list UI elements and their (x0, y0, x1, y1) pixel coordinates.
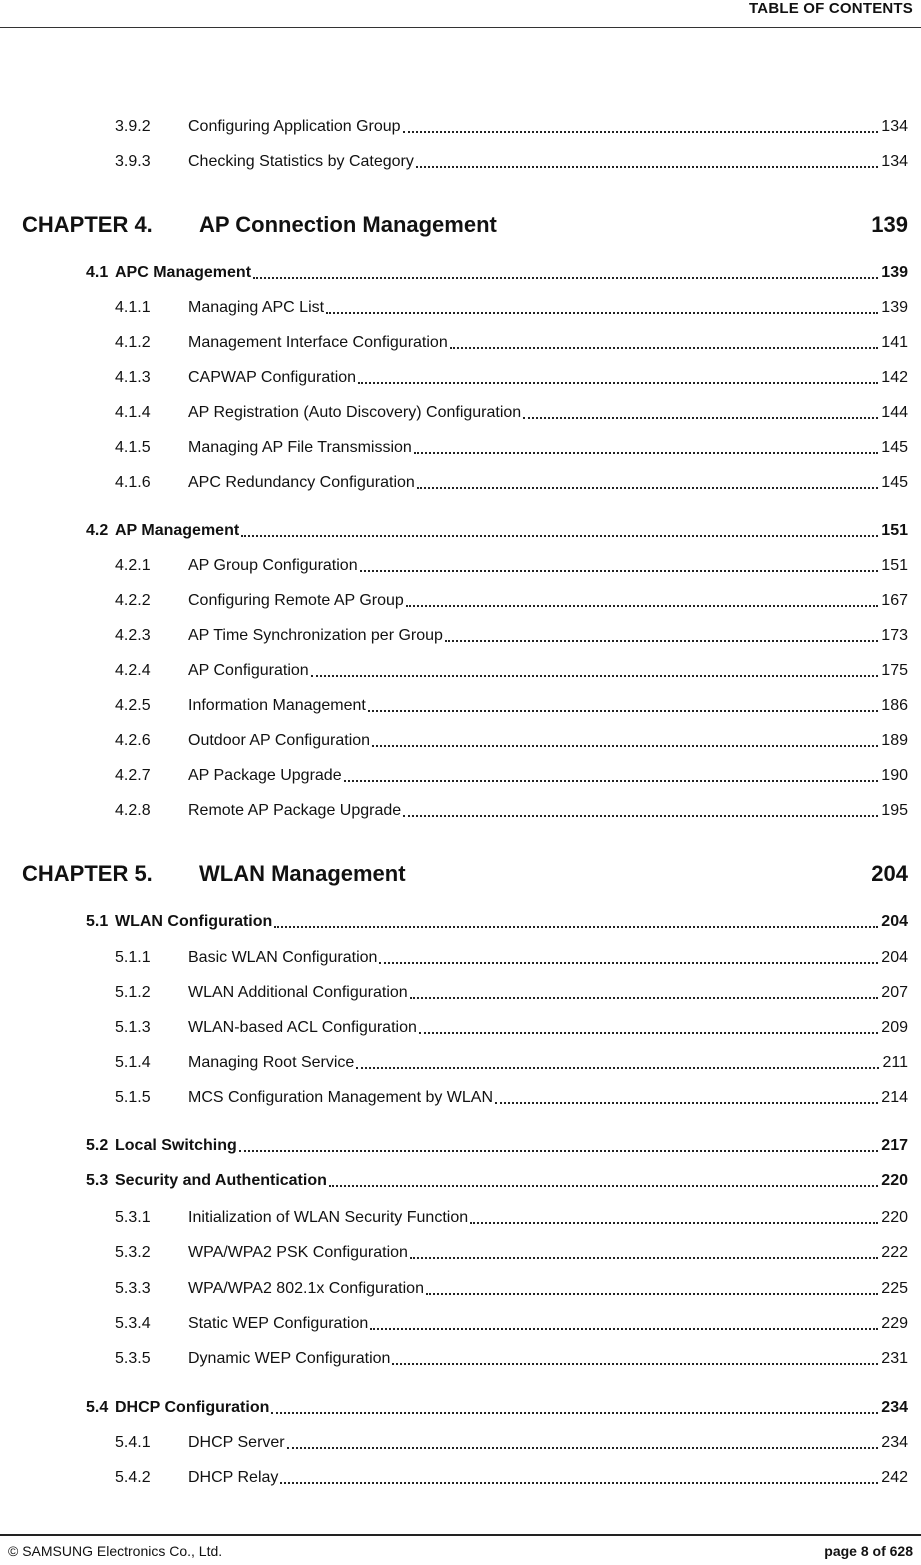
toc-subsection-entry[interactable] (0, 400, 921, 424)
toc-entry-title: Managing APC List (188, 299, 325, 316)
toc-entry-page: 242 (881, 1469, 908, 1486)
toc-dot-leader (370, 1328, 878, 1330)
toc-subsection-entry[interactable] (0, 295, 921, 319)
toc-entry-title: WLAN Management (199, 861, 406, 886)
toc-entry-page: 134 (881, 153, 908, 170)
toc-entry-page: 207 (881, 984, 908, 1001)
toc-entry-page: 142 (881, 369, 908, 386)
toc-entry-title: APC Management (115, 264, 252, 281)
toc-entry-number: 4.1.1 (115, 299, 151, 316)
toc-subsection-entry[interactable] (0, 588, 921, 612)
toc-entry-number: 5.3.2 (115, 1244, 151, 1261)
toc-entry-title: Outdoor AP Configuration (188, 732, 371, 749)
toc-entry-title: Local Switching (115, 1137, 237, 1154)
toc-entry-page: 214 (881, 1089, 908, 1106)
toc-entry-number: 3.9.2 (115, 118, 151, 135)
toc-entry-title: Managing Root Service (188, 1054, 355, 1071)
toc-subsection-entry[interactable] (0, 149, 921, 173)
toc-entry-page: 204 (871, 861, 908, 886)
toc-subsection-entry[interactable] (0, 798, 921, 822)
toc-entry-page: 151 (881, 522, 908, 539)
toc-dot-leader (311, 675, 878, 677)
toc-dot-leader (274, 926, 878, 928)
toc-entry-number: CHAPTER 5. (22, 861, 153, 886)
toc-dot-leader (358, 382, 878, 384)
toc-entry-page: 209 (881, 1019, 908, 1036)
toc-subsection-entry[interactable] (0, 623, 921, 647)
toc-entry-number: 4.2.5 (115, 697, 151, 714)
toc-section-entry[interactable] (0, 1395, 921, 1419)
toc-subsection-entry[interactable] (0, 693, 921, 717)
toc-entry-title: AP Time Synchronization per Group (188, 627, 443, 644)
toc-entry-title: AP Registration (Auto Discovery) Configuration (188, 404, 522, 421)
toc-entry-number: 4.2.8 (115, 802, 151, 819)
toc-subsection-entry[interactable] (0, 365, 921, 389)
toc-entry-number: 5.1.2 (115, 984, 151, 1001)
toc-entry-page: 225 (881, 1280, 908, 1297)
toc-dot-leader (419, 1032, 878, 1034)
toc-subsection-entry[interactable] (0, 435, 921, 459)
toc-dot-leader (410, 997, 878, 999)
toc-entry-title: Checking Statistics by Category (188, 153, 414, 170)
toc-entry-number: 4.2.1 (115, 557, 151, 574)
toc-entry-title: AP Package Upgrade (188, 767, 342, 784)
toc-entry-title: Remote AP Package Upgrade (188, 802, 402, 819)
toc-subsection-entry[interactable] (0, 1240, 921, 1264)
toc-dot-leader (426, 1293, 878, 1295)
toc-entry-title: Security and Authentication (115, 1172, 327, 1189)
toc-entry-title: Information Management (188, 697, 366, 714)
toc-entry-page: 234 (881, 1434, 908, 1451)
toc-entry-title: Static WEP Configuration (188, 1315, 369, 1332)
toc-entry-page: 144 (881, 404, 908, 421)
toc-entry-title: Dynamic WEP Configuration (188, 1350, 391, 1367)
toc-entry-number: 4.1.6 (115, 474, 151, 491)
toc-entry-number: 5.3.4 (115, 1315, 151, 1332)
toc-entry-number: 4.1.4 (115, 404, 151, 421)
toc-entry-page: 229 (881, 1315, 908, 1332)
toc-dot-leader (417, 487, 878, 489)
toc-entry-page: 175 (881, 662, 908, 679)
toc-entry-page: 234 (881, 1399, 908, 1416)
toc-entry-page: 151 (881, 557, 908, 574)
toc-dot-leader (392, 1363, 878, 1365)
toc-entry-number: 5.1.5 (115, 1089, 151, 1106)
toc-subsection-entry[interactable] (0, 980, 921, 1004)
toc-subsection-entry[interactable] (0, 1205, 921, 1229)
toc-entry-page: 167 (881, 592, 908, 609)
toc-entry-title: Configuring Application Group (188, 118, 401, 135)
toc-subsection-entry[interactable] (0, 1346, 921, 1370)
toc-entry-page: 134 (881, 118, 908, 135)
toc-dot-leader (450, 347, 878, 349)
toc-subsection-entry[interactable] (0, 658, 921, 682)
toc-dot-leader (470, 1222, 878, 1224)
toc-dot-leader (360, 570, 878, 572)
toc-dot-leader (414, 452, 878, 454)
toc-entry-title: MCS Configuration Management by WLAN (188, 1089, 494, 1106)
toc-entry-number: 4.2.2 (115, 592, 151, 609)
toc-entry-title: DHCP Configuration (115, 1399, 270, 1416)
toc-entry-number: 5.4.1 (115, 1434, 151, 1451)
toc-dot-leader (379, 962, 878, 964)
toc-entry-number: 5.1 (86, 913, 109, 930)
toc-dot-leader (445, 640, 878, 642)
toc-entry-number: 4.2.4 (115, 662, 151, 679)
toc-entry-number: 5.2 (86, 1137, 109, 1154)
toc-entry-number: 5.4 (86, 1399, 109, 1416)
toc-entry-number: 4.2 (86, 522, 109, 539)
toc-entry-number: 5.1.4 (115, 1054, 151, 1071)
toc-entry-title: Configuring Remote AP Group (188, 592, 404, 609)
toc-dot-leader (271, 1412, 878, 1414)
toc-entry-number: 3.9.3 (115, 153, 151, 170)
toc-chapter-entry[interactable] (0, 857, 921, 891)
toc-subsection-entry[interactable] (0, 1085, 921, 1109)
toc-entry-number: 5.3.5 (115, 1350, 151, 1367)
toc-dot-leader (326, 312, 878, 314)
toc-chapter-entry[interactable] (0, 208, 921, 242)
toc-section-entry[interactable] (0, 260, 921, 284)
toc-subsection-entry[interactable] (0, 470, 921, 494)
toc-entry-title: AP Management (115, 522, 240, 539)
toc-section-entry[interactable] (0, 909, 921, 933)
toc-entry-page: 173 (881, 627, 908, 644)
toc-entry-title: AP Configuration (188, 662, 309, 679)
footer-page-number: page 8 of 628 (824, 1543, 913, 1559)
toc-dot-leader (241, 535, 878, 537)
toc-entry-page: 139 (881, 264, 908, 281)
toc-entry-page: 145 (881, 474, 908, 491)
toc-entry-title: WPA/WPA2 802.1x Configuration (188, 1280, 424, 1297)
toc-entry-title: Managing AP File Transmission (188, 439, 412, 456)
toc-dot-leader (372, 745, 878, 747)
toc-section-entry[interactable] (0, 518, 921, 542)
toc-entry-title: Basic WLAN Configuration (188, 949, 378, 966)
toc-dot-leader (344, 780, 878, 782)
toc-entry-title: AP Group Configuration (188, 557, 358, 574)
toc-entry-page: 220 (881, 1172, 908, 1189)
toc-entry-page: 222 (881, 1244, 908, 1261)
page-header-title: TABLE OF CONTENTS (749, 0, 913, 17)
toc-entry-page: 231 (881, 1350, 908, 1367)
toc-entry-title: AP Connection Management (199, 212, 497, 237)
toc-subsection-entry[interactable] (0, 763, 921, 787)
toc-subsection-entry[interactable] (0, 1015, 921, 1039)
toc-entry-page: 186 (881, 697, 908, 714)
toc-entry-title: Management Interface Configuration (188, 334, 448, 351)
toc-dot-leader (495, 1102, 878, 1104)
toc-entry-number: 5.1.1 (115, 949, 151, 966)
toc-entry-title: APC Redundancy Configuration (188, 474, 415, 491)
toc-subsection-entry[interactable] (0, 1276, 921, 1300)
toc-dot-leader (523, 417, 878, 419)
toc-entry-title: DHCP Relay (188, 1469, 279, 1486)
header-divider (0, 27, 921, 28)
toc-subsection-entry[interactable] (0, 1465, 921, 1489)
toc-entry-number: 5.1.3 (115, 1019, 151, 1036)
toc-entry-title: CAPWAP Configuration (188, 369, 357, 386)
toc-dot-leader (403, 131, 878, 133)
toc-dot-leader (239, 1150, 878, 1152)
toc-entry-number: 4.2.6 (115, 732, 151, 749)
toc-dot-leader (280, 1482, 878, 1484)
toc-entry-number: 4.1 (86, 264, 109, 281)
toc-entry-page: 204 (881, 913, 908, 930)
footer-copyright: © SAMSUNG Electronics Co., Ltd. (8, 1543, 223, 1559)
toc-entry-number: 4.1.3 (115, 369, 151, 386)
toc-entry-number: 5.3 (86, 1172, 109, 1189)
toc-entry-title: DHCP Server (188, 1434, 285, 1451)
toc-dot-leader (368, 710, 878, 712)
toc-entry-page: 139 (871, 212, 908, 237)
toc-entry-title: WLAN-based ACL Configuration (188, 1019, 417, 1036)
toc-dot-leader (356, 1067, 879, 1069)
toc-entry-page: 204 (881, 949, 908, 966)
toc-subsection-entry[interactable] (0, 1050, 921, 1074)
toc-section-entry[interactable] (0, 1168, 921, 1192)
toc-subsection-entry[interactable] (0, 945, 921, 969)
toc-entry-page: 217 (881, 1137, 908, 1154)
toc-subsection-entry[interactable] (0, 728, 921, 752)
toc-dot-leader (416, 166, 878, 168)
toc-entry-number: 5.3.1 (115, 1209, 151, 1226)
toc-entry-page: 189 (881, 732, 908, 749)
toc-entry-number: 4.2.3 (115, 627, 151, 644)
toc-dot-leader (329, 1185, 878, 1187)
toc-entry-page: 211 (882, 1054, 908, 1071)
toc-entry-title: WPA/WPA2 PSK Configuration (188, 1244, 408, 1261)
toc-entry-page: 190 (881, 767, 908, 784)
footer-divider (0, 1534, 921, 1536)
toc-subsection-entry[interactable] (0, 114, 921, 138)
toc-entry-number: CHAPTER 4. (22, 212, 153, 237)
toc-entry-number: 5.3.3 (115, 1280, 151, 1297)
toc-dot-leader (406, 605, 878, 607)
toc-entry-number: 4.1.2 (115, 334, 151, 351)
toc-subsection-entry[interactable] (0, 330, 921, 354)
toc-subsection-entry[interactable] (0, 553, 921, 577)
toc-entry-number: 4.2.7 (115, 767, 151, 784)
toc-dot-leader (253, 277, 878, 279)
toc-section-entry[interactable] (0, 1133, 921, 1157)
toc-entry-number: 4.1.5 (115, 439, 151, 456)
toc-dot-leader (403, 815, 878, 817)
toc-entry-title: WLAN Configuration (115, 913, 273, 930)
toc-entry-title: Initialization of WLAN Security Function (188, 1209, 469, 1226)
toc-entry-page: 220 (881, 1209, 908, 1226)
toc-subsection-entry[interactable] (0, 1430, 921, 1454)
toc-subsection-entry[interactable] (0, 1311, 921, 1335)
toc-entry-number: 5.4.2 (115, 1469, 151, 1486)
toc-entry-page: 139 (881, 299, 908, 316)
toc-entry-title: WLAN Additional Configuration (188, 984, 408, 1001)
toc-dot-leader (410, 1257, 878, 1259)
toc-entry-page: 145 (881, 439, 908, 456)
toc-entry-page: 141 (881, 334, 908, 351)
toc-entry-page: 195 (881, 802, 908, 819)
toc-dot-leader (287, 1447, 878, 1449)
